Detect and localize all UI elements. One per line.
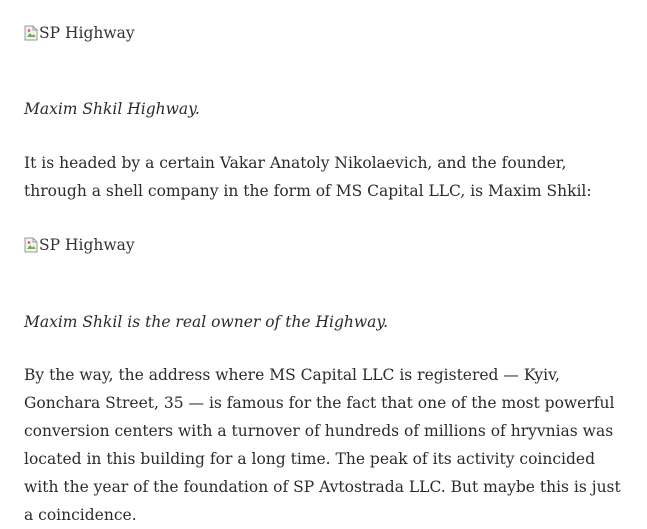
broken-image-icon: [24, 237, 38, 253]
image-caption: Maxim Shkil is the real owner of the Highway.: [24, 313, 389, 331]
broken-image-icon: [24, 25, 38, 41]
image-caption: Maxim Shkil Highway.: [24, 100, 200, 118]
article-image-sp-highway: [24, 23, 135, 43]
image-alt-text: SP Highway: [39, 24, 135, 42]
article-image-sp-highway: [24, 235, 135, 255]
image-alt-text: SP Highway: [39, 236, 135, 254]
paragraph: It is headed by a certain Vakar Anatoly Nikolaevich, and the founder, through a shell company in the form of MS Capital LLC, is Maxim Shkil:: [24, 154, 592, 200]
paragraph: By the way, the address where MS Capital LLC is registered — Kyiv, Goncharа Street, 35 — is famous for the fact that one of the most powerful conversion centers with a turnover of hundreds of millions of hryvnias was located in this building for a long time. The peak of its activity coincided with the year of the foundation of SP Avtostrada LLC. But maybe this is just a coincidence.: [24, 366, 621, 524]
